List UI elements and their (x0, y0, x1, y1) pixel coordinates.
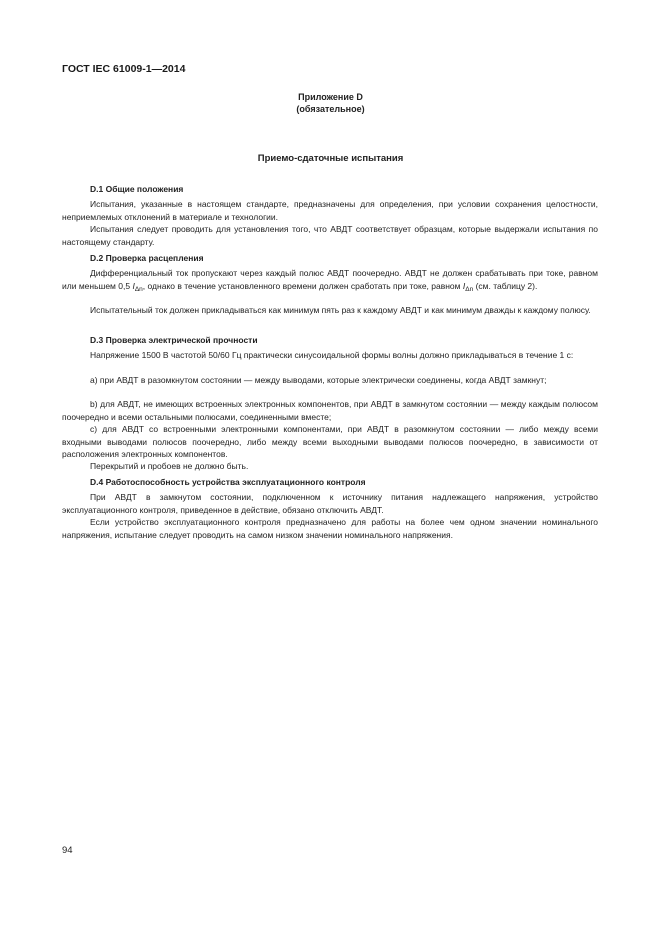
section-d3-paragraph-1: Напряжение 1500 В частотой 50/60 Гц практически синусоидальной формы волны должно прикладываться в течение 1 с: (90, 350, 574, 360)
section-d3-heading: D.3 Проверка электрической прочности (90, 335, 258, 345)
section-d4-heading: D.4 Работоспособность устройства эксплуатационного контроля (90, 477, 366, 487)
section-d1-paragraph-2: Испытания следует проводить для установления того, что АВДТ соответствует образцам, которые выдержали испытания по настоящему стандарту. (62, 224, 598, 247)
page-number: 94 (62, 845, 73, 856)
section-d3-item-c: c) для АВДТ со встроенными электронными компонентами, при АВДТ в разомкнутом состоянии — либо между всеми входными выводами полюсов поочередно, либо между всеми выходными выводами полюсов поочередно, в зависимости от расположения электронных компонентов. (62, 424, 598, 459)
standard-header: ГОСТ IEC 61009-1—2014 (62, 63, 186, 75)
section-d4-paragraph-1: При АВДТ в замкнутом состоянии, подключенном к источнику питания надлежащего напряжения, устройство эксплуатационного контроля, приведенное в действие, обязано отключить АВДТ. (62, 492, 598, 515)
section-d4-paragraph-2: Если устройство эксплуатационного контроля предназначено для работы на более чем одном значении номинального напряжения, испытание следует проводить на самом низком значении номинального напряжения. (62, 517, 598, 540)
current-subscript: Δn (134, 285, 143, 293)
section-d2-paragraph-1 (62, 267, 598, 296)
section-d1-paragraph-1: Испытания, указанные в настоящем стандарте, предназначены для определения, при условии сохранения целостности, неприемлемых отклонений в материале и технологии. (62, 199, 598, 222)
section-d3-paragraph-2: Перекрытий и пробоев не должно быть. (90, 461, 249, 471)
section-d3-item-a: a) при АВДТ в разомкнутом состоянии — между выводами, которые электрически соединены, когда АВДТ замкнут; (90, 375, 547, 385)
d2-text-b: , однако в течение установленного времени должен сработать при токе, равном (142, 280, 463, 291)
document-title: Приемо-сдаточные испытания (257, 153, 404, 164)
annex-title: Приложение D (298, 92, 363, 102)
annex-status: (обязательное) (296, 104, 365, 114)
d2-text-a: Дифференциальный ток пропускают через каждый полюс АВДТ поочередно. АВДТ не должен срабатывать при токе, равном или меньшем 0,5 (62, 268, 598, 291)
section-d2-heading: D.2 Проверка расцепления (90, 253, 204, 263)
current-subscript: Δn (465, 285, 474, 293)
current-symbol: I (132, 280, 135, 291)
current-symbol: I (462, 280, 466, 291)
section-d2-paragraph-2: Испытательный ток должен прикладываться как минимум пять раз к каждому АВДТ и как минимум дважды к каждому полюсу. (90, 305, 591, 315)
section-d1-heading: D.1 Общие положения (90, 184, 184, 194)
d2-text-c: (см. таблицу 2). (473, 280, 538, 291)
section-d3-item-b: b) для АВДТ, не имеющих встроенных электронных компонентов, при АВДТ в замкнутом состоянии — между каждым полюсом поочередно и всеми остальными полюсами, соединенными вместе; (62, 399, 598, 422)
